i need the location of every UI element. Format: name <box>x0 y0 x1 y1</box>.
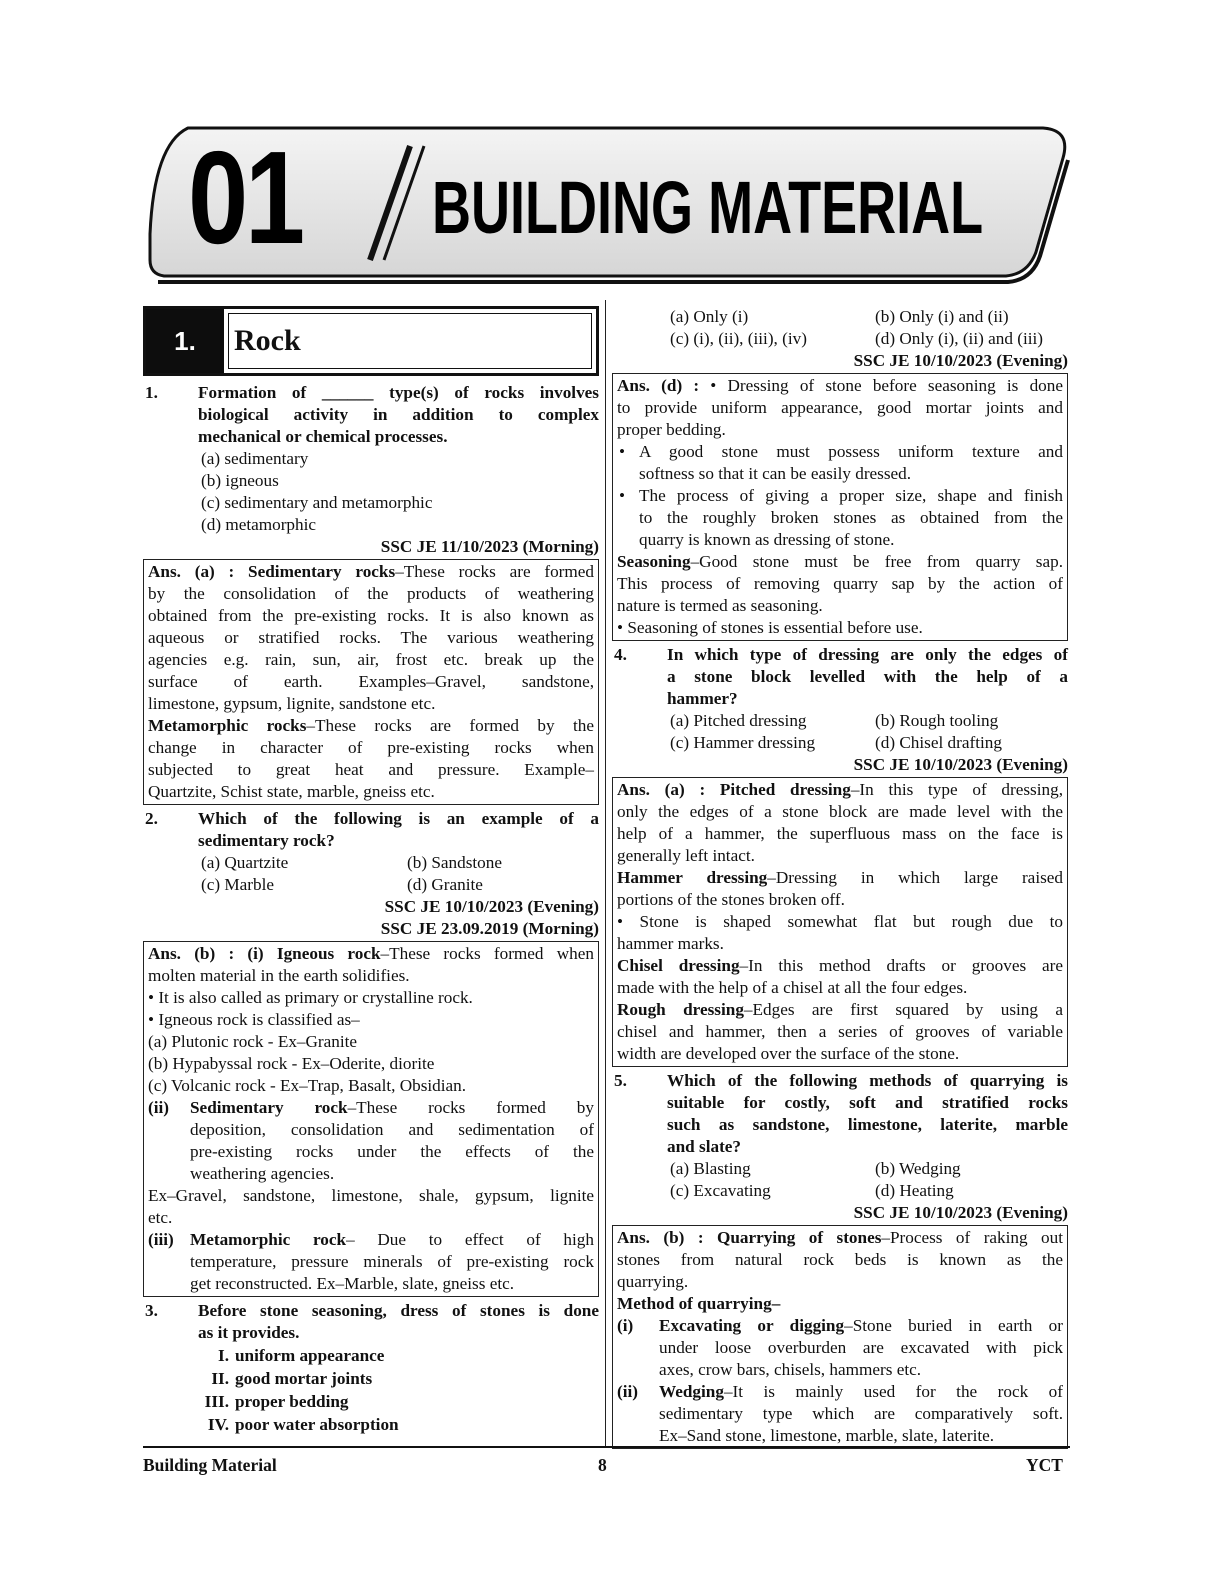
question-text: sedimentary rock? <box>198 831 335 850</box>
answer-text: Ans. (a) : Pitched dressing–In this type of dressing, <box>617 780 1063 799</box>
subpoint-label: (ii) <box>617 1382 638 1401</box>
question-text: Which of the following methods of quarrying is <box>667 1071 1068 1090</box>
option: (c) Excavating <box>670 1181 771 1200</box>
answer-text: Metamorphic rocks–These rocks are formed by the <box>148 716 594 735</box>
answer-text: Quartzite, Schist state, marble, gneiss etc. <box>148 782 435 801</box>
statement-text: good mortar joints <box>235 1369 373 1388</box>
option: (a) Quartzite <box>201 853 289 872</box>
answer-text: Ans. (a) : Sedimentary rocks–These rocks are formed <box>148 562 594 581</box>
answer-text: nature is termed as seasoning. <box>617 596 823 615</box>
option: (b) Sandstone <box>407 853 502 872</box>
answer-text: surface of earth. Examples–Gravel, sandstone, <box>148 672 594 691</box>
answer-text: This process of removing quarry sap by the action of <box>617 574 1063 593</box>
answer-text: made with the help of a chisel at all the four edges. <box>617 978 968 997</box>
bullet-point: • A good stone must possess uniform texture and softness so that it can be easily dressed. <box>619 442 1063 483</box>
section-title: Rock <box>234 324 301 357</box>
exam-source: SSC JE 23.09.2019 (Morning) <box>380 919 599 938</box>
question-text: Before stone seasoning, dress of stones is done <box>198 1301 599 1320</box>
left-column <box>143 306 599 1436</box>
statement-text: proper bedding <box>235 1392 349 1411</box>
question-text: In which type of dressing are only the edges of <box>667 645 1068 664</box>
option: (d) Only (i), (ii) and (iii) <box>875 329 1044 348</box>
statement-text: poor water absorption <box>235 1415 399 1434</box>
answer-box <box>143 559 599 805</box>
answer-text: Metamorphic rock– Due to effect of high <box>190 1230 594 1249</box>
question-text: hammer? <box>667 689 738 708</box>
statement-text: uniform appearance <box>235 1346 385 1365</box>
option: (c) Marble <box>201 875 275 894</box>
option: (a) Pitched dressing <box>670 711 807 730</box>
answer-text: Chisel dressing–In this method drafts or grooves are <box>617 956 1063 975</box>
answer-subpoint <box>148 1097 594 1185</box>
answer-text: subjected to great heat and pressure. Example– <box>148 760 594 779</box>
option: (a) sedimentary <box>201 449 309 468</box>
answer-text: • Igneous rock is classified as– <box>148 1010 360 1029</box>
section-header <box>143 306 599 376</box>
answer-subpoint <box>617 1381 1063 1447</box>
footer-book-title: Building Material <box>143 1455 277 1475</box>
answer-text: quarrying. <box>617 1272 689 1291</box>
answer-text: generally left intact. <box>617 846 755 865</box>
option: (b) Wedging <box>875 1159 961 1178</box>
options <box>670 1158 1068 1202</box>
statement-number: II. <box>211 1369 229 1388</box>
answer-text: only the edges of a stone block are made level with the <box>617 802 1063 821</box>
answer-text: chisel and hammer, then a series of grooves of variable <box>617 1022 1063 1041</box>
answer-text: portions of the stones broken off. <box>617 890 845 909</box>
option: (d) metamorphic <box>201 515 317 534</box>
answer-text: hammer marks. <box>617 934 724 953</box>
answer-text: stones from natural rock beds is known as the <box>617 1250 1063 1269</box>
answer-text: width are developed over the surface of the stone. <box>617 1044 960 1063</box>
answer-text: Ans. (b) : Quarrying of stones–Process of raking out <box>617 1228 1064 1247</box>
publisher-name: YCT <box>1026 1455 1063 1475</box>
answer-text: etc. <box>148 1208 173 1227</box>
option: (c) (i), (ii), (iii), (iv) <box>670 329 807 348</box>
section-number: 1. <box>146 309 224 373</box>
answer-text: (c) Volcanic rock - Ex–Trap, Basalt, Obsidian. <box>148 1076 467 1095</box>
answer-subpoint <box>617 1315 1063 1381</box>
question-5 <box>612 1070 1068 1158</box>
answer-text: agencies e.g. rain, sun, air, frost etc. break up the <box>148 650 594 669</box>
answer-text: quarry is known as dressing of stone. <box>639 530 895 549</box>
question-4 <box>612 644 1068 710</box>
option: (d) Granite <box>407 875 483 894</box>
question-text: such as sandstone, limestone, laterite, marble <box>667 1115 1068 1134</box>
option: (c) Hammer dressing <box>670 733 816 752</box>
answer-text: Seasoning–Good stone must be free from quarry sap. <box>617 552 1063 571</box>
options <box>670 306 1068 350</box>
option: (b) Only (i) and (ii) <box>875 307 1009 326</box>
chapter-title: BUILDING MATERIAL <box>432 166 984 249</box>
question-text: biological activity in addition to complex <box>198 405 599 424</box>
answer-text: to the roughly broken stones as obtained from the <box>639 508 1063 527</box>
exam-source: SSC JE 10/10/2023 (Evening) <box>853 755 1068 774</box>
question-text: and slate? <box>667 1137 742 1156</box>
answer-text: weathering agencies. <box>190 1164 335 1183</box>
option: (a) Only (i) <box>670 307 749 326</box>
answer-text: Sedimentary rock–These rocks formed by <box>190 1098 594 1117</box>
answer-text: molten material in the earth solidifies. <box>148 966 410 985</box>
right-column <box>612 306 1068 1452</box>
option: (a) Blasting <box>670 1159 751 1178</box>
answer-text: to provide uniform appearance, good mortar joints and <box>617 398 1063 417</box>
answer-text: Ex–Gravel, sandstone, limestone, shale, gypsum, lignite <box>148 1186 594 1205</box>
options <box>201 852 599 896</box>
question-2 <box>143 808 599 852</box>
exam-source: SSC JE 11/10/2023 (Morning) <box>380 537 599 556</box>
answer-box <box>143 941 599 1297</box>
answer-text: temperature, pressure minerals of pre-existing rock <box>190 1252 594 1271</box>
bullet-point: • The process of giving a proper size, shape and finish to the roughly broken stones as obtained from the quarry is known as dressing of stone. <box>619 486 1063 549</box>
answer-text: deposition, consolidation and sedimentation of <box>190 1120 594 1139</box>
question-text: a stone block levelled with the help of a <box>667 667 1068 686</box>
answer-text: Rough dressing–Edges are first squared by using a <box>617 1000 1064 1019</box>
answer-text: aqueous or stratified rocks. The various weathering <box>148 628 594 647</box>
answer-text: • Seasoning of stones is essential before use. <box>617 618 923 637</box>
answer-box <box>612 1225 1068 1449</box>
option: (c) sedimentary and metamorphic <box>201 493 433 512</box>
subpoint-label: (i) <box>617 1316 634 1335</box>
footer-rule <box>143 1446 1070 1448</box>
answer-box <box>612 373 1068 641</box>
answer-text: axes, crow bars, chisels, hammers etc. <box>659 1360 922 1379</box>
question-number: 1. <box>145 383 158 402</box>
question-text: suitable for costly, soft and stratified rocks <box>667 1093 1068 1112</box>
statement-number: IV. <box>207 1415 229 1434</box>
answer-text: sedimentary type which are comparatively soft. <box>659 1404 1063 1423</box>
options <box>670 710 1068 754</box>
question-text: Which of the following is an example of a <box>198 809 599 828</box>
answer-text: get reconstructed. Ex–Marble, slate, gneiss etc. <box>190 1274 515 1293</box>
answer-text: under loose overburden are excavated with pick <box>659 1338 1063 1357</box>
answer-subpoint <box>148 1229 594 1295</box>
option: (b) igneous <box>201 471 279 490</box>
question-number: 4. <box>614 645 627 664</box>
question-3 <box>143 1300 599 1344</box>
answer-text: Ex–Sand stone, limestone, marble, slate, laterite. <box>659 1426 995 1445</box>
answer-box <box>612 777 1068 1067</box>
chapter-banner <box>148 124 1073 284</box>
question-number: 3. <box>145 1301 158 1320</box>
question-number: 5. <box>614 1071 627 1090</box>
answer-text: Hammer dressing–Dressing in which large raised <box>617 868 1064 887</box>
question-text: as it provides. <box>198 1323 300 1342</box>
answer-text: (b) Hypabyssal rock - Ex–Oderite, diorite <box>148 1054 435 1073</box>
answer-text: pre-existing rocks under the effects of the <box>190 1142 594 1161</box>
question-text: mechanical or chemical processes. <box>198 427 448 446</box>
answer-text: (a) Plutonic rock - Ex–Granite <box>148 1032 358 1051</box>
answer-text: proper bedding. <box>617 420 726 439</box>
exam-source: SSC JE 10/10/2023 (Evening) <box>853 351 1068 370</box>
page-number: 8 <box>598 1455 607 1475</box>
chapter-number: 01 <box>188 124 302 271</box>
question-number: 2. <box>145 809 158 828</box>
answer-text: Ans. (b) : (i) Igneous rock–These rocks formed when <box>148 944 594 963</box>
answer-text: Wedging–It is mainly used for the rock of <box>659 1382 1063 1401</box>
answer-text: change in character of pre-existing rocks when <box>148 738 594 757</box>
option: (b) Rough tooling <box>875 711 999 730</box>
column-divider <box>605 300 606 1446</box>
option: (d) Heating <box>875 1181 954 1200</box>
exam-source: SSC JE 10/10/2023 (Evening) <box>384 897 599 916</box>
question-text: Formation of ______ type(s) of rocks involves <box>198 383 599 402</box>
answer-text: by the consolidation of the products of weathering <box>148 584 594 603</box>
option: (d) Chisel drafting <box>875 733 1002 752</box>
answer-text: • It is also called as primary or crystalline rock. <box>148 988 473 1007</box>
answer-text: Excavating or digging–Stone buried in earth or <box>659 1316 1063 1335</box>
answer-text: A good stone must possess uniform texture and <box>639 442 1063 461</box>
statement-number: III. <box>204 1392 229 1411</box>
answer-text: Ans. (d) : • Dressing of stone before seasoning is done <box>617 376 1063 395</box>
answer-text: help of a hammer, the superfluous mass on the face is <box>617 824 1063 843</box>
statement-number: I. <box>218 1346 229 1365</box>
answer-text: obtained from the pre-existing rocks. It is also known as <box>148 606 594 625</box>
answer-text: limestone, gypsum, lignite, sandstone etc. <box>148 694 436 713</box>
question-1 <box>143 382 599 448</box>
answer-text: The process of giving a proper size, shape and finish <box>639 486 1063 505</box>
answer-text: • Stone is shaped somewhat flat but rough due to <box>617 912 1063 931</box>
answer-text: softness so that it can be easily dressed. <box>639 464 912 483</box>
subpoint-label: (iii) <box>148 1230 174 1249</box>
answer-heading: Method of quarrying– <box>617 1294 781 1313</box>
exam-source: SSC JE 10/10/2023 (Evening) <box>853 1203 1068 1222</box>
statement-list <box>189 1344 599 1436</box>
options <box>201 448 599 536</box>
subpoint-label: (ii) <box>148 1098 169 1117</box>
